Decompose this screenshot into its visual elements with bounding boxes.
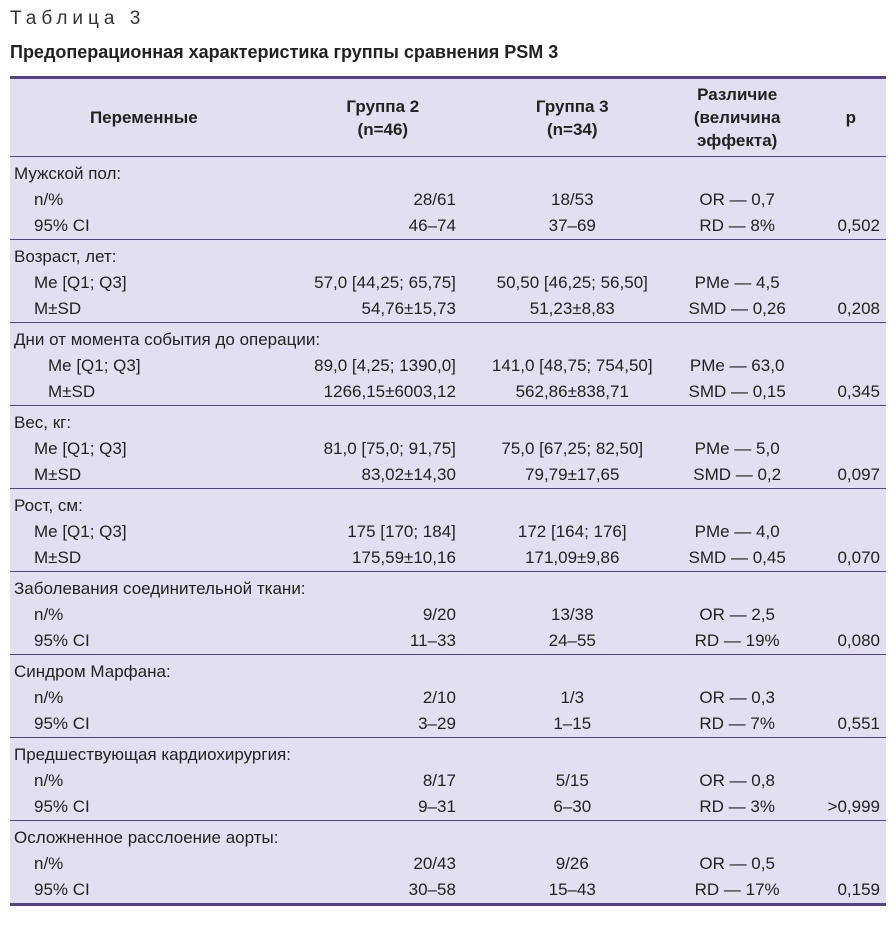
difference-value: SMD — 0,15 [657, 379, 818, 406]
header-variables: Переменные [10, 78, 278, 157]
group2-value: 83,02±14,30 [278, 462, 488, 489]
row-label [10, 379, 278, 406]
group2-value: 28/61 [413, 190, 456, 209]
row-label-text: M±SD [34, 548, 82, 567]
row-label [10, 436, 278, 462]
table-row [10, 213, 886, 240]
p-value [818, 270, 886, 296]
row-label-text: n/% [34, 605, 64, 624]
group2-value: 81,0 [75,0; 91,75] [323, 439, 456, 458]
difference-value: SMD — 0,45 [657, 545, 818, 572]
difference-value: RD — 3% [657, 794, 818, 821]
p-value: 0,097 [818, 462, 886, 489]
group2-value: 89,0 [4,25; 1390,0] [314, 356, 456, 375]
p-value [818, 519, 886, 545]
group3-value: 171,09±9,86 [488, 545, 657, 572]
group3-value: 6–30 [488, 794, 657, 821]
header-difference-title: Различие [697, 85, 778, 104]
group2-value: 8/17 [422, 771, 456, 790]
group3-value: 15–43 [488, 877, 657, 905]
group2-value: 175,59±10,16 [278, 545, 488, 572]
row-label [10, 602, 278, 628]
table-row [10, 794, 886, 821]
group-title: Возраст, лет: [14, 247, 117, 266]
row-label [10, 685, 278, 711]
table-row [10, 711, 886, 738]
row-label [10, 213, 278, 240]
p-value: 0,345 [818, 379, 886, 406]
group3-value: 1–15 [488, 711, 657, 738]
p-value [818, 187, 886, 213]
difference-value: PMe — 5,0 [694, 439, 780, 458]
group3-value: 51,23±8,83 [488, 296, 657, 323]
p-value [818, 851, 886, 877]
difference-value: PMe — 4,5 [694, 273, 780, 292]
group-title-row [10, 821, 886, 852]
difference-value: SMD — 0,2 [657, 462, 818, 489]
table-row [10, 436, 886, 462]
p-value [818, 353, 886, 379]
table-row [10, 851, 886, 877]
difference-value: PMe — 63,0 [689, 356, 785, 375]
header-group3-title: Группа 3 [535, 96, 609, 116]
difference-value: OR — 0,3 [699, 688, 775, 707]
p-value [818, 602, 886, 628]
row-label-text: n/% [34, 771, 64, 790]
difference-value: RD — 17% [657, 877, 818, 905]
group-title-row [10, 240, 886, 271]
group2-value: 9–31 [278, 794, 488, 821]
header-group2-n: (n=46) [357, 119, 409, 139]
p-value: 0,070 [818, 545, 886, 572]
group-title-row [10, 572, 886, 603]
p-value: >0,999 [818, 794, 886, 821]
difference-value: OR — 0,8 [699, 771, 775, 790]
row-label [10, 545, 278, 572]
row-label [10, 851, 278, 877]
difference-value: PMe — 4,0 [694, 522, 780, 541]
group3-value: 141,0 [48,75; 754,50] [491, 356, 653, 375]
header-group3 [488, 78, 657, 157]
difference-value: OR — 2,5 [699, 605, 775, 624]
group3-value: 172 [164; 176] [517, 522, 627, 541]
p-value: 0,551 [818, 711, 886, 738]
row-label-text: 95% CI [34, 714, 90, 733]
row-label [10, 353, 278, 379]
row-label-text: 95% CI [34, 216, 90, 235]
table-row [10, 270, 886, 296]
row-label-text: n/% [34, 688, 64, 707]
difference-value: SMD — 0,26 [657, 296, 818, 323]
group3-value: 75,0 [67,25; 82,50] [501, 439, 644, 458]
group3-value: 562,86±838,71 [488, 379, 657, 406]
header-group2 [278, 78, 488, 157]
group3-value: 18/53 [550, 190, 594, 209]
row-label-text: n/% [34, 854, 64, 873]
row-label-text: 95% CI [34, 797, 90, 816]
table-row [10, 379, 886, 406]
group-title: Дни от момента события до операции: [14, 330, 321, 349]
difference-value: OR — 0,5 [699, 854, 775, 873]
group2-value: 1266,15±6003,12 [278, 379, 488, 406]
p-value [818, 768, 886, 794]
table-row [10, 353, 886, 379]
header-difference-effect: (величина эффекта) [693, 108, 781, 150]
group-title: Вес, кг: [14, 413, 72, 432]
header-p: p [818, 78, 886, 157]
table-row [10, 768, 886, 794]
group-title-row [10, 323, 886, 354]
row-label [10, 768, 278, 794]
row-label [10, 296, 278, 323]
row-label-text: Me [Q1; Q3] [34, 522, 127, 541]
group3-value: 13/38 [550, 605, 594, 624]
group2-value: 11–33 [278, 628, 488, 655]
group2-value: 2/10 [422, 688, 456, 707]
group-title: Рост, см: [14, 496, 83, 515]
group3-value: 50,50 [46,25; 56,50] [496, 273, 648, 292]
p-value: 0,208 [818, 296, 886, 323]
row-label-text: M±SD [34, 465, 82, 484]
row-label [10, 519, 278, 545]
header-difference [657, 78, 818, 157]
difference-value: RD — 7% [657, 711, 818, 738]
row-label-text: M±SD [48, 382, 96, 401]
table-number: Таблица 3 [10, 8, 146, 29]
group3-value: 1/3 [560, 688, 585, 707]
row-label [10, 877, 278, 905]
table-row [10, 519, 886, 545]
header-group2-title: Группа 2 [346, 96, 420, 116]
group-title: Заболевания соединительной ткани: [14, 579, 306, 598]
p-value [818, 436, 886, 462]
group-title-row [10, 738, 886, 769]
group-title: Мужской пол: [14, 164, 122, 183]
table-row [10, 628, 886, 655]
table-row [10, 877, 886, 905]
row-label [10, 462, 278, 489]
row-label [10, 711, 278, 738]
group3-value: 79,79±17,65 [488, 462, 657, 489]
row-label-text: n/% [34, 190, 64, 209]
group-title-row [10, 157, 886, 188]
group-title: Осложненное расслоение аорты: [14, 828, 279, 847]
difference-value: RD — 19% [657, 628, 818, 655]
group3-value: 24–55 [488, 628, 657, 655]
group-title-row [10, 489, 886, 520]
table-row [10, 187, 886, 213]
table-row [10, 602, 886, 628]
row-label-text: 95% CI [34, 880, 90, 899]
comparison-table [10, 76, 886, 906]
p-value: 0,080 [818, 628, 886, 655]
difference-value: RD — 8% [657, 213, 818, 240]
row-label-text: Me [Q1; Q3] [48, 356, 141, 375]
group3-value: 5/15 [555, 771, 589, 790]
group-title-row [10, 406, 886, 437]
row-label [10, 794, 278, 821]
group3-value: 37–69 [488, 213, 657, 240]
group-title: Синдром Марфана: [14, 662, 171, 681]
group2-value: 9/20 [422, 605, 456, 624]
p-value: 0,159 [818, 877, 886, 905]
p-value [818, 685, 886, 711]
header-row [10, 78, 886, 157]
row-label-text: M±SD [34, 299, 82, 318]
group3-value: 9/26 [555, 854, 589, 873]
p-value: 0,502 [818, 213, 886, 240]
row-label-text: Me [Q1; Q3] [34, 273, 127, 292]
table-row [10, 685, 886, 711]
group2-value: 3–29 [278, 711, 488, 738]
table-row [10, 545, 886, 572]
header-group3-n: (n=34) [546, 119, 598, 139]
table-body [10, 157, 886, 905]
group2-value: 175 [170; 184] [347, 522, 456, 541]
group2-value: 30–58 [278, 877, 488, 905]
row-label [10, 628, 278, 655]
row-label [10, 270, 278, 296]
group2-value: 57,0 [44,25; 65,75] [314, 273, 456, 292]
table-caption: Предоперационная характеристика группы сравнения PSM 3 [10, 42, 559, 62]
row-label-text: Me [Q1; Q3] [34, 439, 127, 458]
row-label-text: 95% CI [34, 631, 90, 650]
row-label [10, 187, 278, 213]
difference-value: OR — 0,7 [699, 190, 775, 209]
table-row [10, 462, 886, 489]
table-row [10, 296, 886, 323]
group-title: Предшествующая кардиохирургия: [14, 745, 291, 764]
group2-value: 20/43 [413, 854, 456, 873]
group-title-row [10, 655, 886, 686]
group2-value: 54,76±15,73 [278, 296, 488, 323]
group2-value: 46–74 [278, 213, 488, 240]
